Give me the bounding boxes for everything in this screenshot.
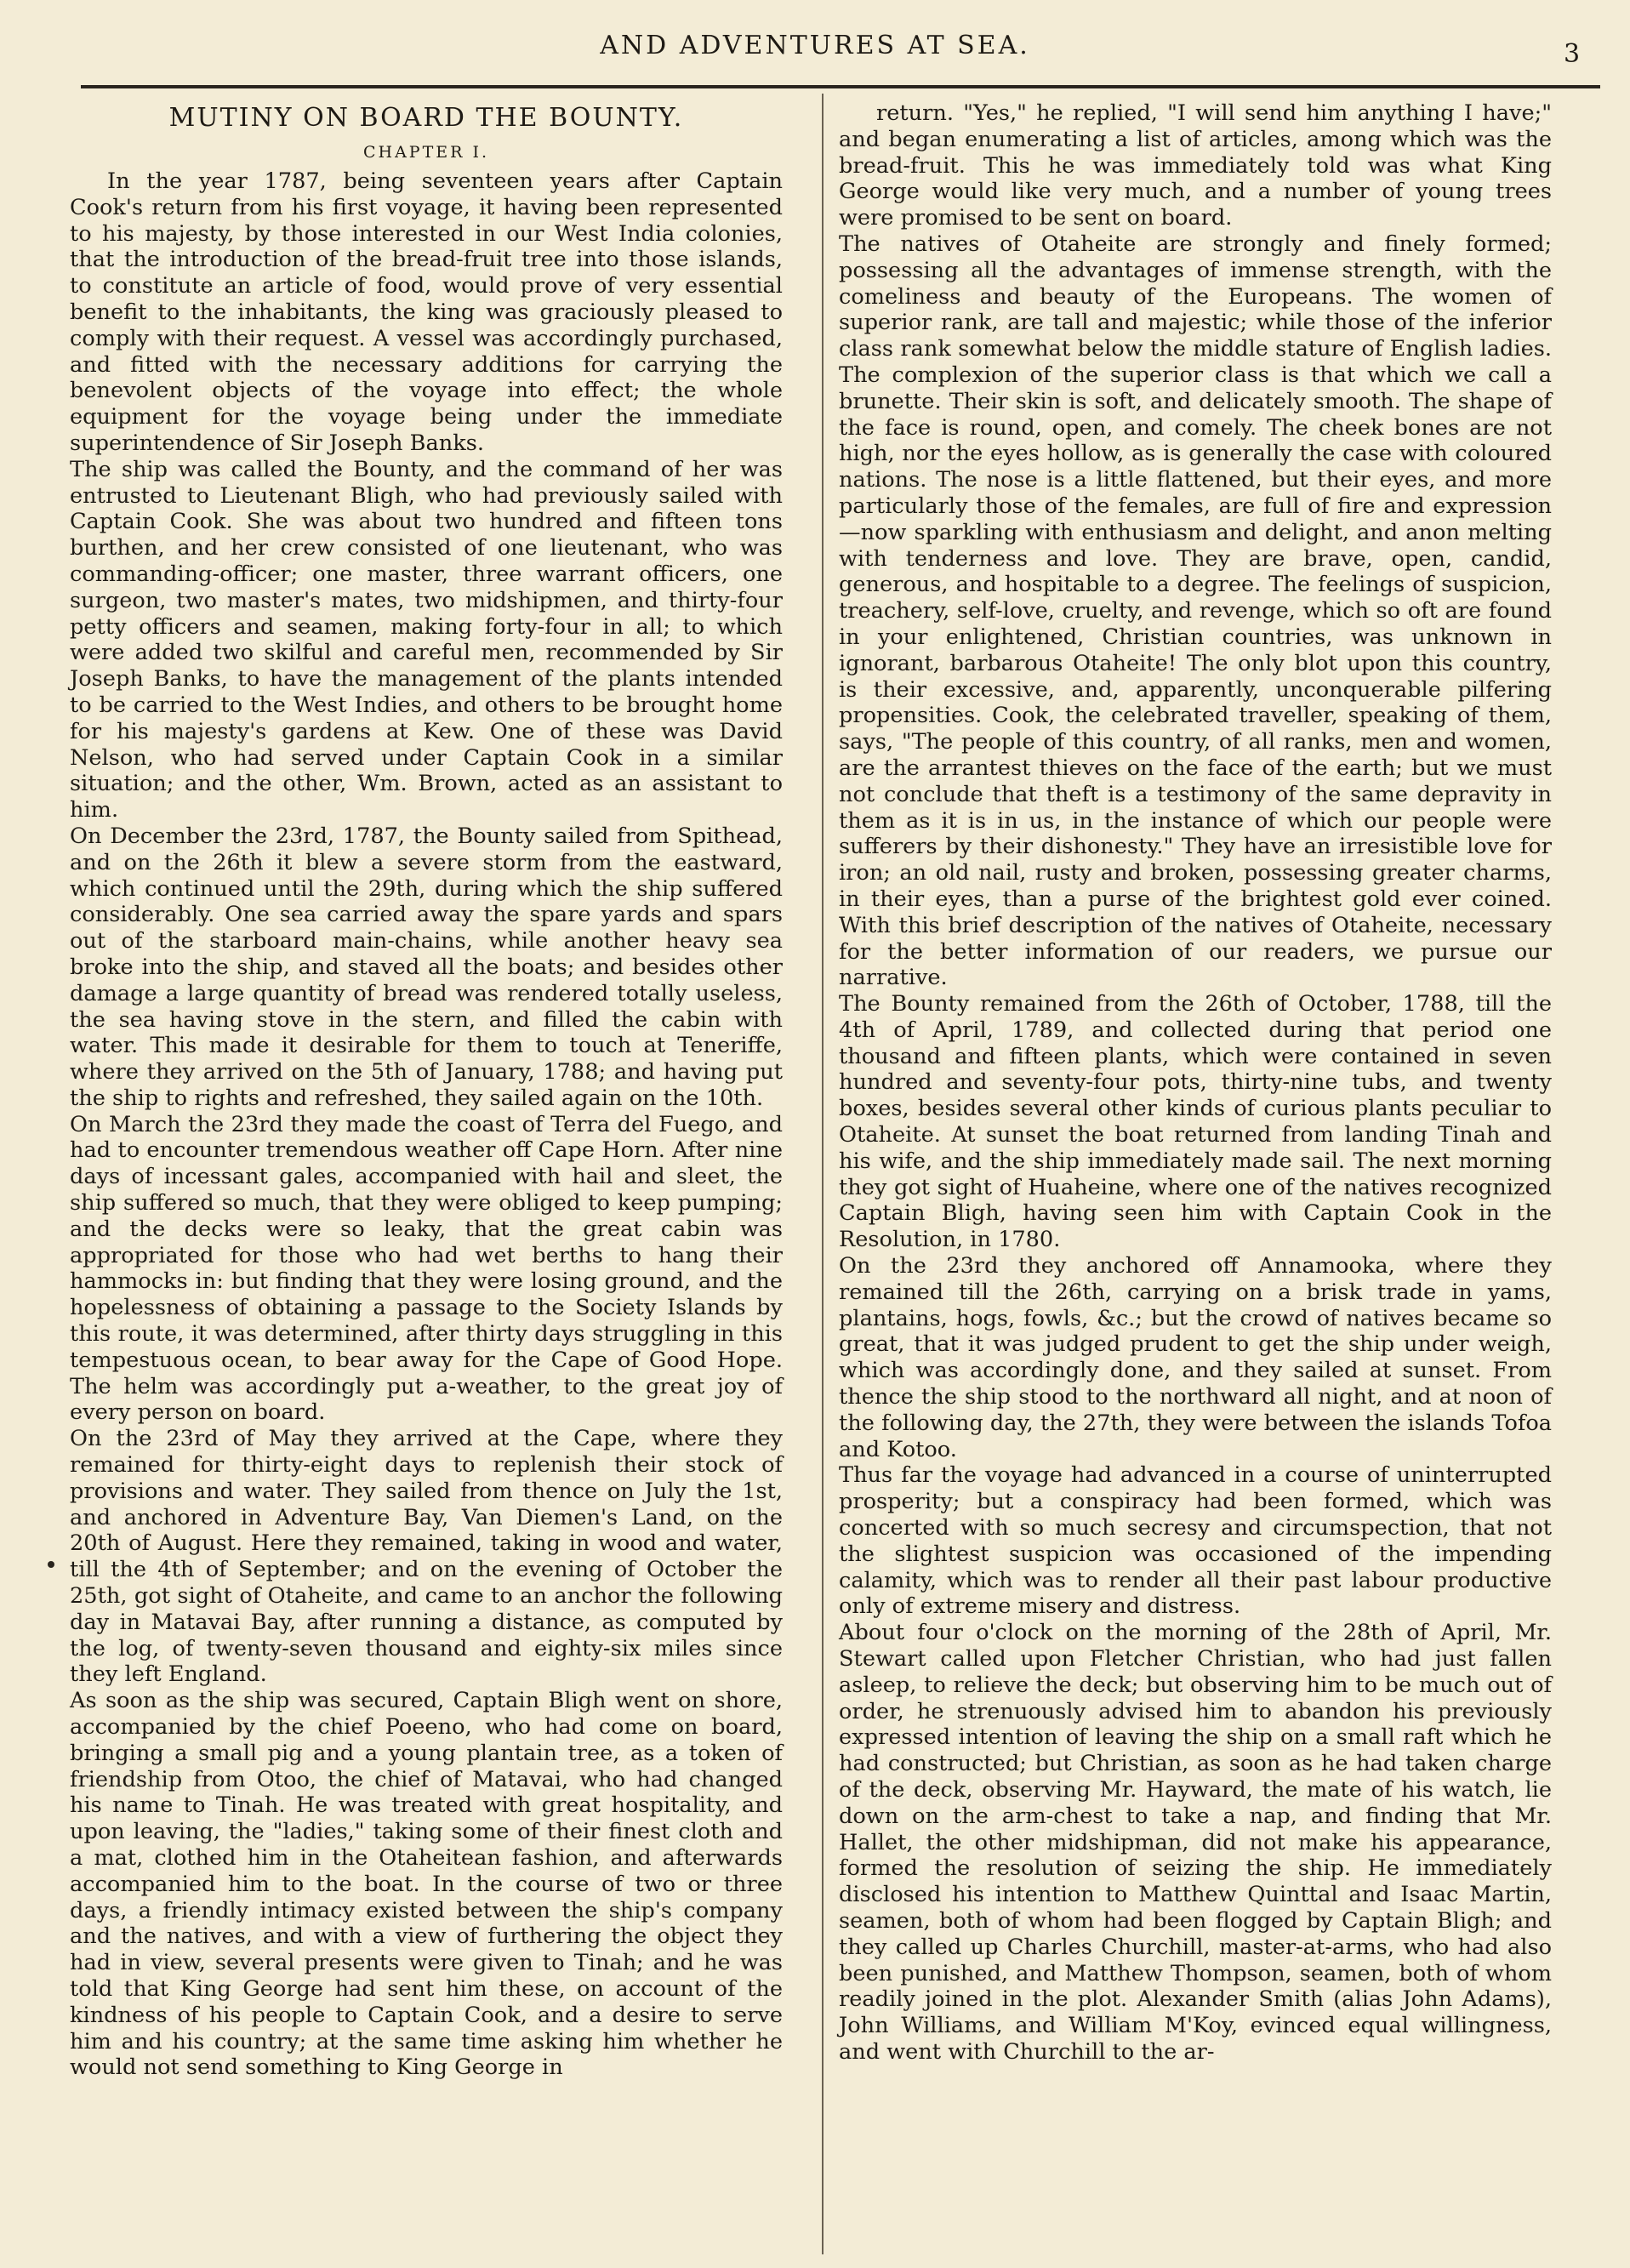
article-title: MUTINY ON BOARD THE BOUNTY. (168, 103, 684, 133)
page-number: 3 (1564, 39, 1581, 69)
ink-mark (48, 1561, 54, 1568)
column-divider (822, 94, 824, 2254)
right-column (839, 100, 1552, 2066)
right-column-text: return. "Yes," he replied, "I will send him anything I have;" and began enumerating a list of articles, among which was the bread-fruit. This he was immediately told was what King George would like very much, and a number of young trees were promised to be sent on board. The natives of Otaheite are strongly and finely formed; possessing all the advantages of immense strength, with the comeliness and beauty of the Europeans. The women of superior rank, are tall and majestic; while those of the inferior class rank somewhat below the middle stature of English ladies. The complexion of the superior class is that which we call a brunette. Their skin is soft, and delicately smooth. The shape of the face is round, open, and comely. The cheek bones are not high, nor the eyes hollow, as is generally the case with coloured nations. The nose is a little flattened, but their eyes, and more particularly those of the females, are full of fire and expression—now sparkling with enthusiasm and delight, and anon melting with tenderness and love. They are brave, open, candid, generous, and hospitable to a degree. The feelings of suspicion, treachery, self-love, cruelty, and revenge, which so oft are found in your enlightened, Christian countries, was unknown in ignorant, barbarous Otaheite! The only blot upon this country, is their excessive, and, apparently, unconquerable pilfering propensities. Cook, the celebrated traveller, speaking of them, says, "The people of this country, of all ranks, men and women, are the arrantest thieves on the face of the earth; but we must not conclude that theft is a testimony of the same depravity in them as it is in us, in the instance of which our people were sufferers by their dishonesty." They have an irresistible love for iron; an old nail, rusty and broken, possessing greater charms, in their eyes, than a purse of the brightest gold ever coined. With this brief description of the natives of Otaheite, necessary for the better information of our readers, we pursue our narrative. The Bounty remained from the 26th of October, 1788, till the 4th of April, 1789, and collected during that period one thousand and fifteen plants, which were contained in seven hundred and seventy-four pots, thirty-nine tubs, and twenty boxes, besides several other kinds of curious plants peculiar to Otaheite. At sunset the boat returned from landing Tinah and his wife, and the ship immediately made sail. The next morning they got sight of Huaheine, where one of the natives recognized Captain Bligh, having seen him with Captain Cook in the Resolution, in 1780. On the 23rd they anchored off Annamooka, where they remained till the 26th, carrying on a brisk trade in yams, plantains, hogs, fowls, &c.; but the crowd of natives became so great, that it was judged prudent to get the ship under weigh, which was accordingly done, and they sailed at sunset. From thence the ship stood to the northward all night, and at noon of the following day, the 27th, they were between the islands Tofoa and Kotoo. Thus far the voyage had advanced in a course of uninterrupted prosperity; but a conspiracy had been formed, which was concerted with so much secresy and circumspection, that not the slightest suspicion was occasioned of the impending calamity, which was to render all their past labour productive only of extreme misery and distress. About four o'clock on the morning of the 28th of April, Mr. Stewart called upon Fletcher Christian, who had just fallen asleep, to relieve the deck; but observing him to be much out of order, he strenuously advised him to abandon his previously expressed intention of leaving the ship on a small raft which he had constructed; but Christian, as soon as he had taken charge of the deck, observing Mr. Hayward, the mate of his watch, lie down on the arm-chest to take a nap, and finding that Mr. Hallet, the other midshipman, did not make his appearance, formed the resolution of seizing the ship. He immediately disclosed his intention to Matthew Quinttal and Isaac Martin, seamen, both of whom had been flogged by Captain Bligh; and they called up Charles Churchill, master-at-arms, who had also been punished, and Matthew Thompson, seamen, both of whom readily joined in the plot. Alexander Smith (alias John Adams), John Williams, and William M'Koy, evinced equal willingness, and went with Churchill to the ar- (839, 100, 1552, 2065)
chapter-heading: CHAPTER I. (362, 143, 490, 162)
left-column-text: In the year 1787, being seventeen years after Captain Cook's return from his first voyage, it having been represented to his majesty, by those interested in our West India colonies, that the introduction of the bread-fruit tree into those islands, to constitute an article of food, would prove of very essential benefit to the inhabitants, the king was graciously pleased to comply with their request. A vessel was accordingly purchased, and fitted with the necessary additions for carrying the benevolent objects of the voyage into effect; the whole equipment for the voyage being under the immediate superintendence of Sir Joseph Banks. The ship was called the Bounty, and the command of her was entrusted to Lieutenant Bligh, who had previously sailed with Captain Cook. She was about two hundred and fifteen tons burthen, and her crew consisted of one lieutenant, who was commanding-officer; one master, three warrant officers, one surgeon, two master's mates, two midshipmen, and thirty-four petty officers and seamen, making forty-four in all; to which were added two skilful and careful men, recommended by Sir Joseph Banks, to have the management of the plants intended to be carried to the West Indies, and others to be brought home for his majesty's gardens at Kew. One of these was David Nelson, who had served under Captain Cook in a similar situation; and the other, Wm. Brown, acted as an assistant to him. On December the 23rd, 1787, the Bounty sailed from Spithead, and on the 26th it blew a severe storm from the eastward, which continued until the 29th, during which the ship suffered considerably. One sea carried away the spare yards and spars out of the starboard main-chains, while another heavy sea broke into the ship, and staved all the boats; and besides other damage a large quantity of bread was rendered totally useless, the sea having stove in the stern, and filled the cabin with water. This made it desirable for them to touch at Teneriffe, where they arrived on the 5th of January, 1788; and having put the ship to rights and refreshed, they sailed again on the 10th. On March the 23rd they made the coast of Terra del Fuego, and had to encounter tremendous weather off Cape Horn. After nine days of incessant gales, accompanied with hail and sleet, the ship suffered so much, that they were obliged to keep pumping; and the decks were so leaky, that the great cabin was appropriated for those who had wet berths to hang their hammocks in: but finding that they were losing ground, and the hopelessness of obtaining a passage to the Society Islands by this route, it was determined, after thirty days struggling in this tempestuous ocean, to bear away for the Cape of Good Hope. The helm was accordingly put a-weather, to the great joy of every person on board. On the 23rd of May they arrived at the Cape, where they remained for thirty-eight days to replenish their stock of provisions and water. They sailed from thence on July the 1st, and anchored in Adventure Bay, Van Diemen's Land, on the 20th of August. Here they remained, taking in wood and water, till the 4th of September; and on the evening of October the 25th, got sight of Otaheite, and came to an anchor the following day in Matavai Bay, after running a distance, as computed by the log, of twenty-seven thousand and eighty-six miles since they left England. As soon as the ship was secured, Captain Bligh went on shore, accompanied by the chief Poeeno, who had come on board, bringing a small pig and a young plantain tree, as a token of friendship from Otoo, the chief of Matavai, who had changed his name to Tinah. He was treated with great hospitality, and upon leaving, the "ladies," taking some of their finest cloth and a mat, clothed him in the Otaheitean fashion, and afterwards accompanied him to the boat. In the course of two or three days, a friendly intimacy existed between the ship's company and the natives, and with a view of furthering the object they had in view, several presents were given to Tinah; and he was told that King George had sent him these, on account of the kindness of his people to Captain Cook, and a desire to serve him and his country; at the same time asking him whether he would not send something to King George in (70, 168, 783, 2081)
running-head: AND ADVENTURES AT SEA. (600, 31, 1030, 60)
header-rule (81, 85, 1600, 88)
left-column (70, 100, 783, 2081)
